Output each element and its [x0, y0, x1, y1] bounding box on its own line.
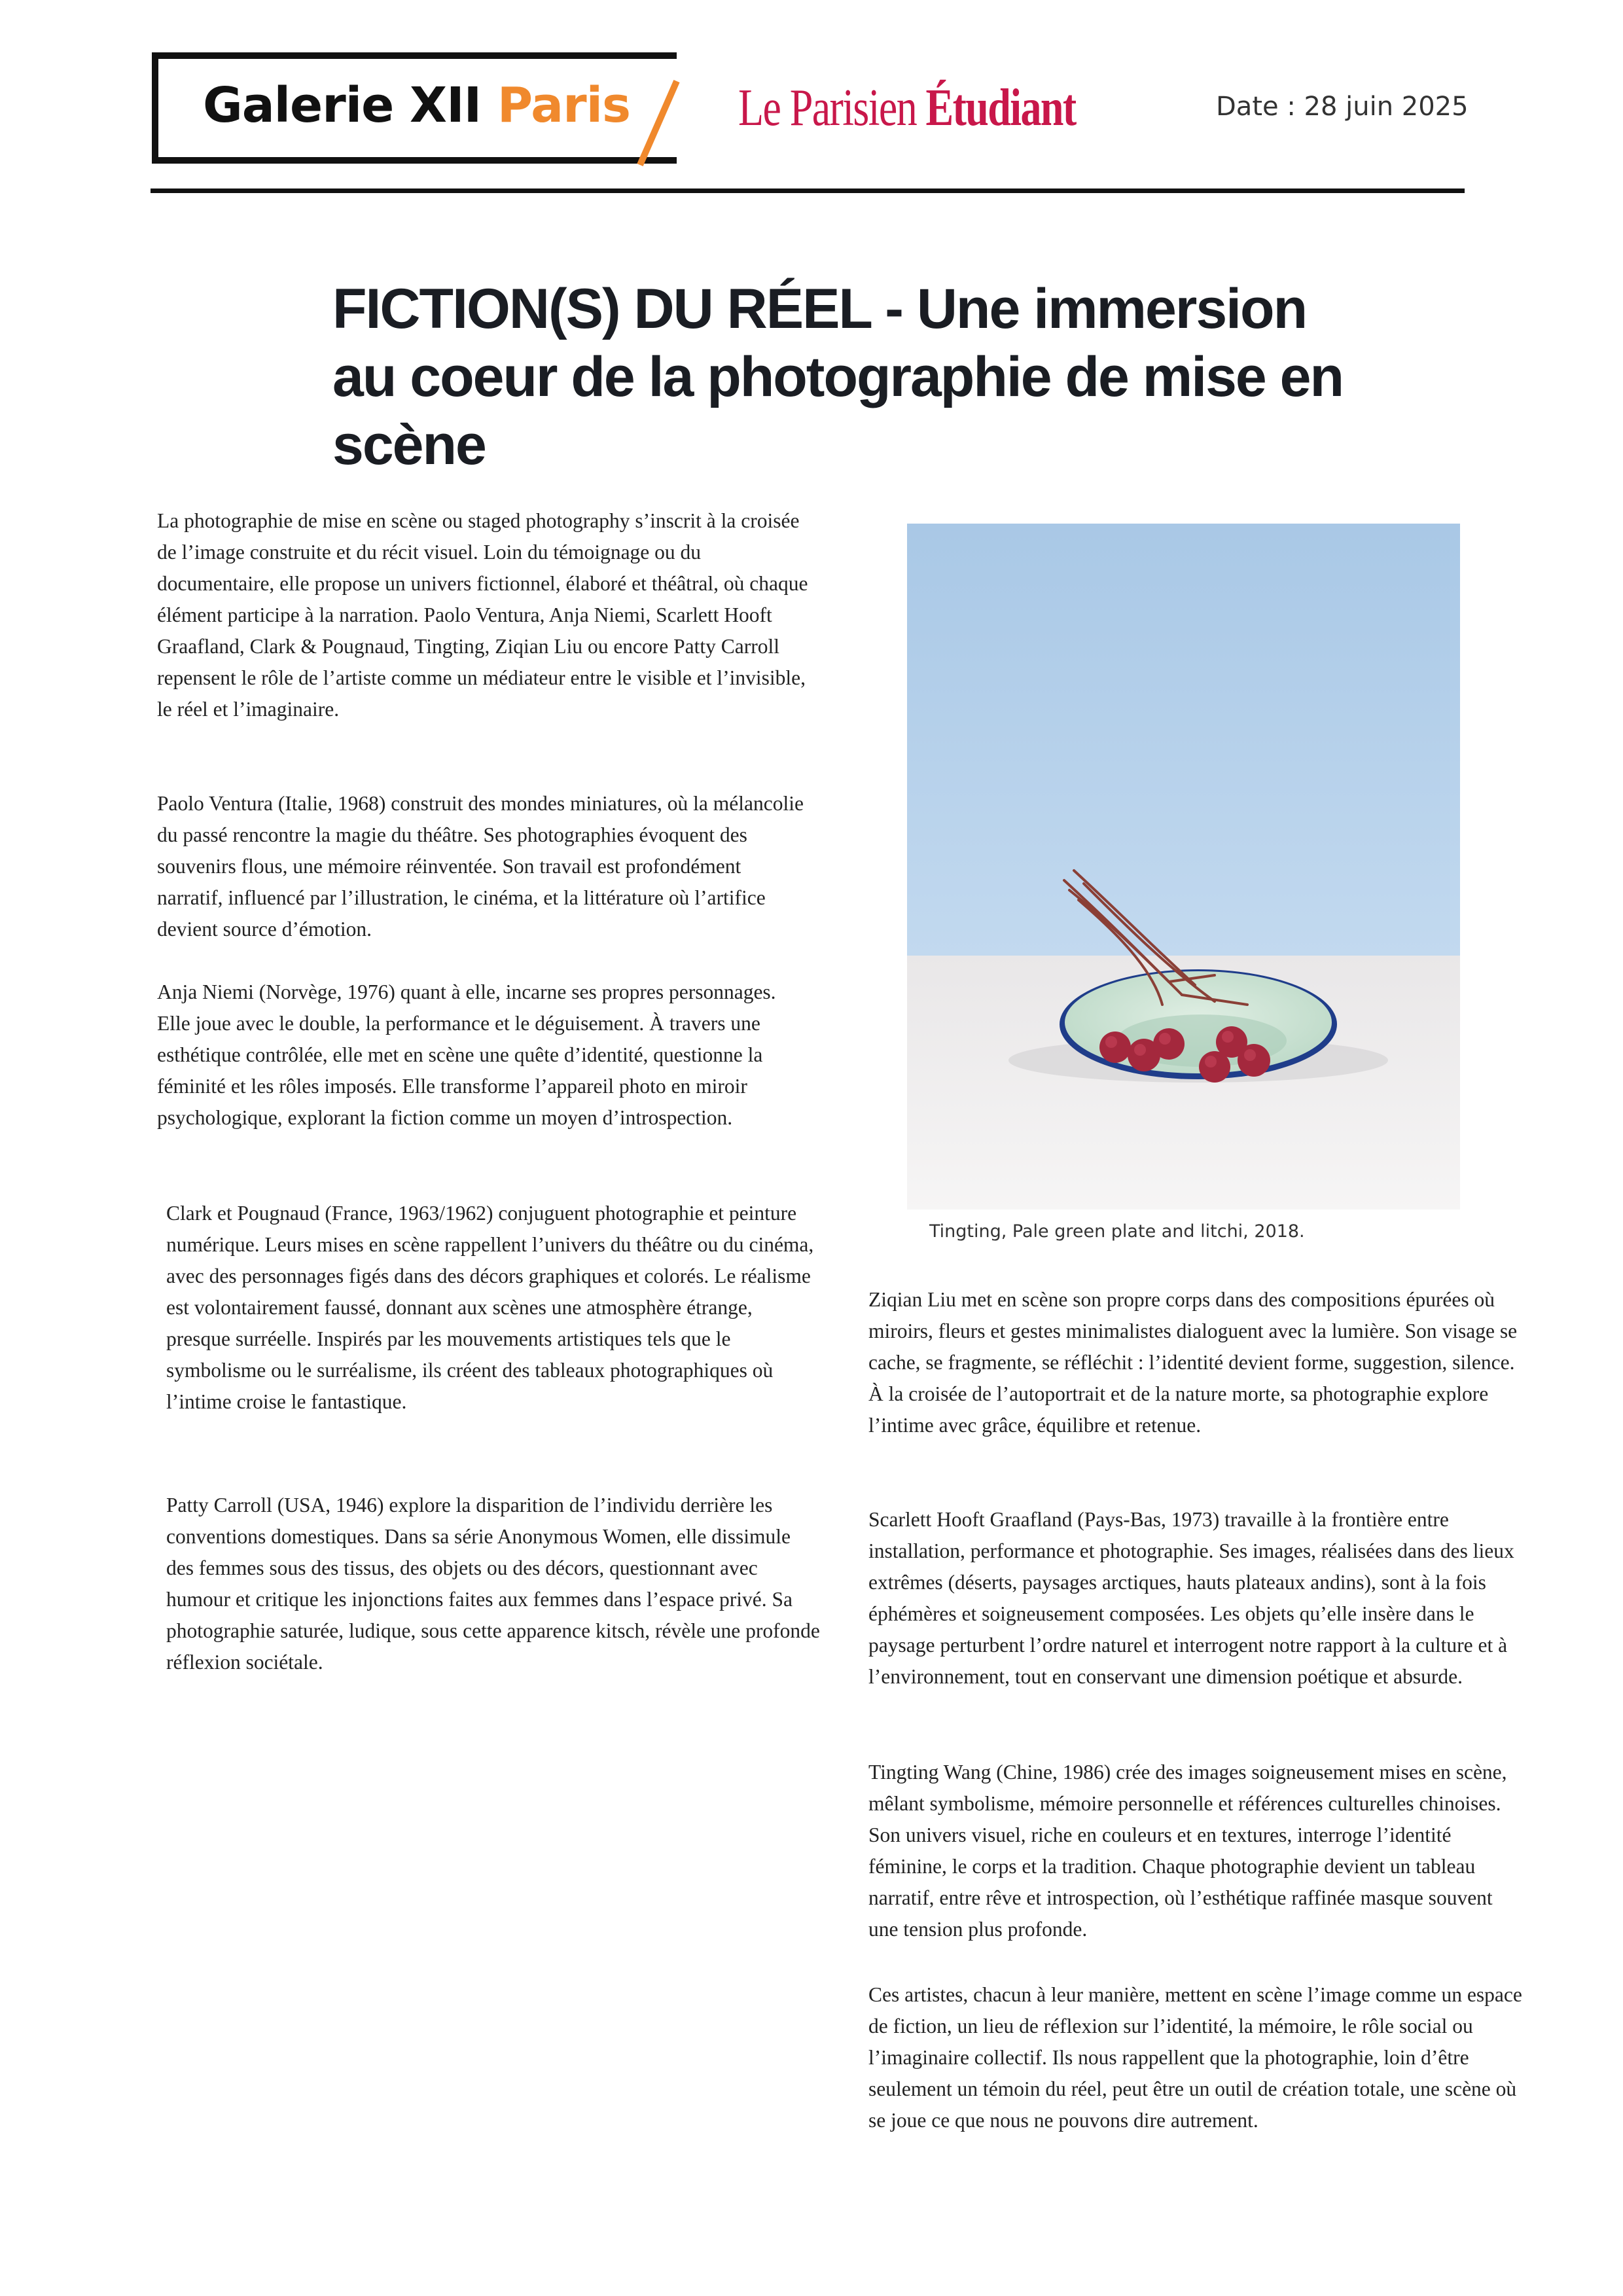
left-paragraph-3: Anja Niemi (Norvège, 1976) quant à elle, incarne ses propres personnages. Elle joue avec le double, la performance et le déguisement. À travers une esthétique contrôlée, elle met en scène une quête d’identité, questionne la féminité et les rôles imposés. Elle transforme l’appareil photo en miroir psychologique, explorant la fiction comme un moyen d’introspection.: [157, 980, 776, 1129]
publication-date: Date : 28 juin 2025: [1216, 92, 1469, 122]
right-paragraph-1: Ziqian Liu met en scène son propre corps dans des compositions épurées où miroirs, fleurs et gestes minimalistes dialoguent avec la lumière. Son visage se cache, se fragmente, se réfléchit : l’identité devient forme, suggestion, silence. À la croisée de l’autoportrait et de la nature morte, sa photographie explore l’intime avec grâce, équilibre et retenue.: [868, 1288, 1518, 1437]
gallery-logo: [203, 77, 630, 134]
partner-logo-part2: Étudiant: [925, 79, 1076, 137]
right-paragraph-4: Ces artistes, chacun à leur manière, mettent en scène l’image comme un espace de fiction, un lieu de réflexion sur l’identité, la mémoire, le rôle social ou l’imaginaire collectif. Ils nous rappellent que la photographie, loin d’être seulement un témoin du réel, peut être un outil de création totale, une scène où se joue ce que nous ne pouvons dire autrement.: [868, 1983, 1522, 2132]
header-divider: [151, 188, 1465, 193]
logo-accent-stroke: [636, 79, 682, 168]
right-paragraph-3: Tingting Wang (Chine, 1986) crée des images soigneusement mises en scène, mêlant symbolisme, mémoire personnelle et références culturelles chinoises. Son univers visuel, riche en couleurs et en textures, interroge l’identité féminine, le corps et la tradition. Chaque photographie devient un tableau narratif, entre rêve et introspection, où l’esthétique raffinée masque souvent une tension plus profonde.: [868, 1761, 1507, 1941]
logo-main: Galerie XII: [203, 77, 497, 134]
photo-caption: Tingting, Pale green plate and litchi, 2018.: [929, 1221, 1305, 1242]
left-paragraph-2: Paolo Ventura (Italie, 1968) construit des mondes miniatures, où la mélancolie du passé rencontre la magie du théâtre. Ses photographies évoquent des souvenirs flous, une mémoire réinventée. Son travail est profondément narratif, influencé par l’illustration, le cinéma, et la littérature où l’artifice devient source d’émotion.: [157, 792, 804, 941]
logo-accent: Paris: [497, 77, 631, 134]
left-paragraph-5: Patty Carroll (USA, 1946) explore la disparition de l’individu derrière les conventions domestiques. Dans sa série Anonymous Women, elle dissimule des femmes sous des tissus, des objets ou des décors, questionnant avec humour et critique les injonctions faites aux femmes dans l’espace privé. Sa photographie saturée, ludique, sous cette apparence kitsch, révèle une profonde réflexion sociétale.: [166, 1494, 820, 1674]
right-paragraph-2: Scarlett Hooft Graafland (Pays-Bas, 1973) travaille à la frontière entre installation, performance et photographie. Ses images, réalisées dans des lieux extrêmes (déserts, paysages arctiques, hauts plateaux andins), sont à la fois éphémères et soigneusement composées. Les objets qu’elle insère dans le paysage perturbent l’ordre naturel et interrogent notre rapport à la culture et à l’environnement, tout en conservant une dimension poétique et absurde.: [868, 1508, 1514, 1688]
partner-logo-part1: Le Parisien: [738, 79, 926, 137]
left-paragraph-1: La photographie de mise en scène ou staged photography s’inscrit à la croisée de l’image construite et du récit visuel. Loin du témoignage ou du documentaire, elle propose un univers fictionnel, élaboré et théâtral, où chaque élément participe à la narration. Paolo Ventura, Anja Niemi, Scarlett Hooft Graafland, Clark & Pougnaud, Tingting, Ziqian Liu ou encore Patty Carroll repensent le rôle de l’artiste comme un médiateur entre le visible et l’invisible, le réel et l’imaginaire.: [157, 509, 808, 721]
artwork-photo: [907, 524, 1460, 1210]
left-paragraph-4: Clark et Pougnaud (France, 1963/1962) conjuguent photographie et peinture numérique. Leurs mises en scène rappellent l’univers du théâtre ou du cinéma, avec des personnages figés dans des décors graphiques et colorés. Le réalisme est volontairement faussé, donnant aux scènes une atmosphère étrange, presque surréelle. Inspirés par les mouvements artistiques tels que le symbolisme ou le surréalisme, ils créent des tableaux photographiques où l’intime croise le fantastique.: [166, 1202, 814, 1413]
partner-logo: [738, 79, 1076, 138]
article-title: FICTION(S) DU RÉEL - Une immersion au coeur de la photographie de mise en scène: [332, 278, 1344, 476]
